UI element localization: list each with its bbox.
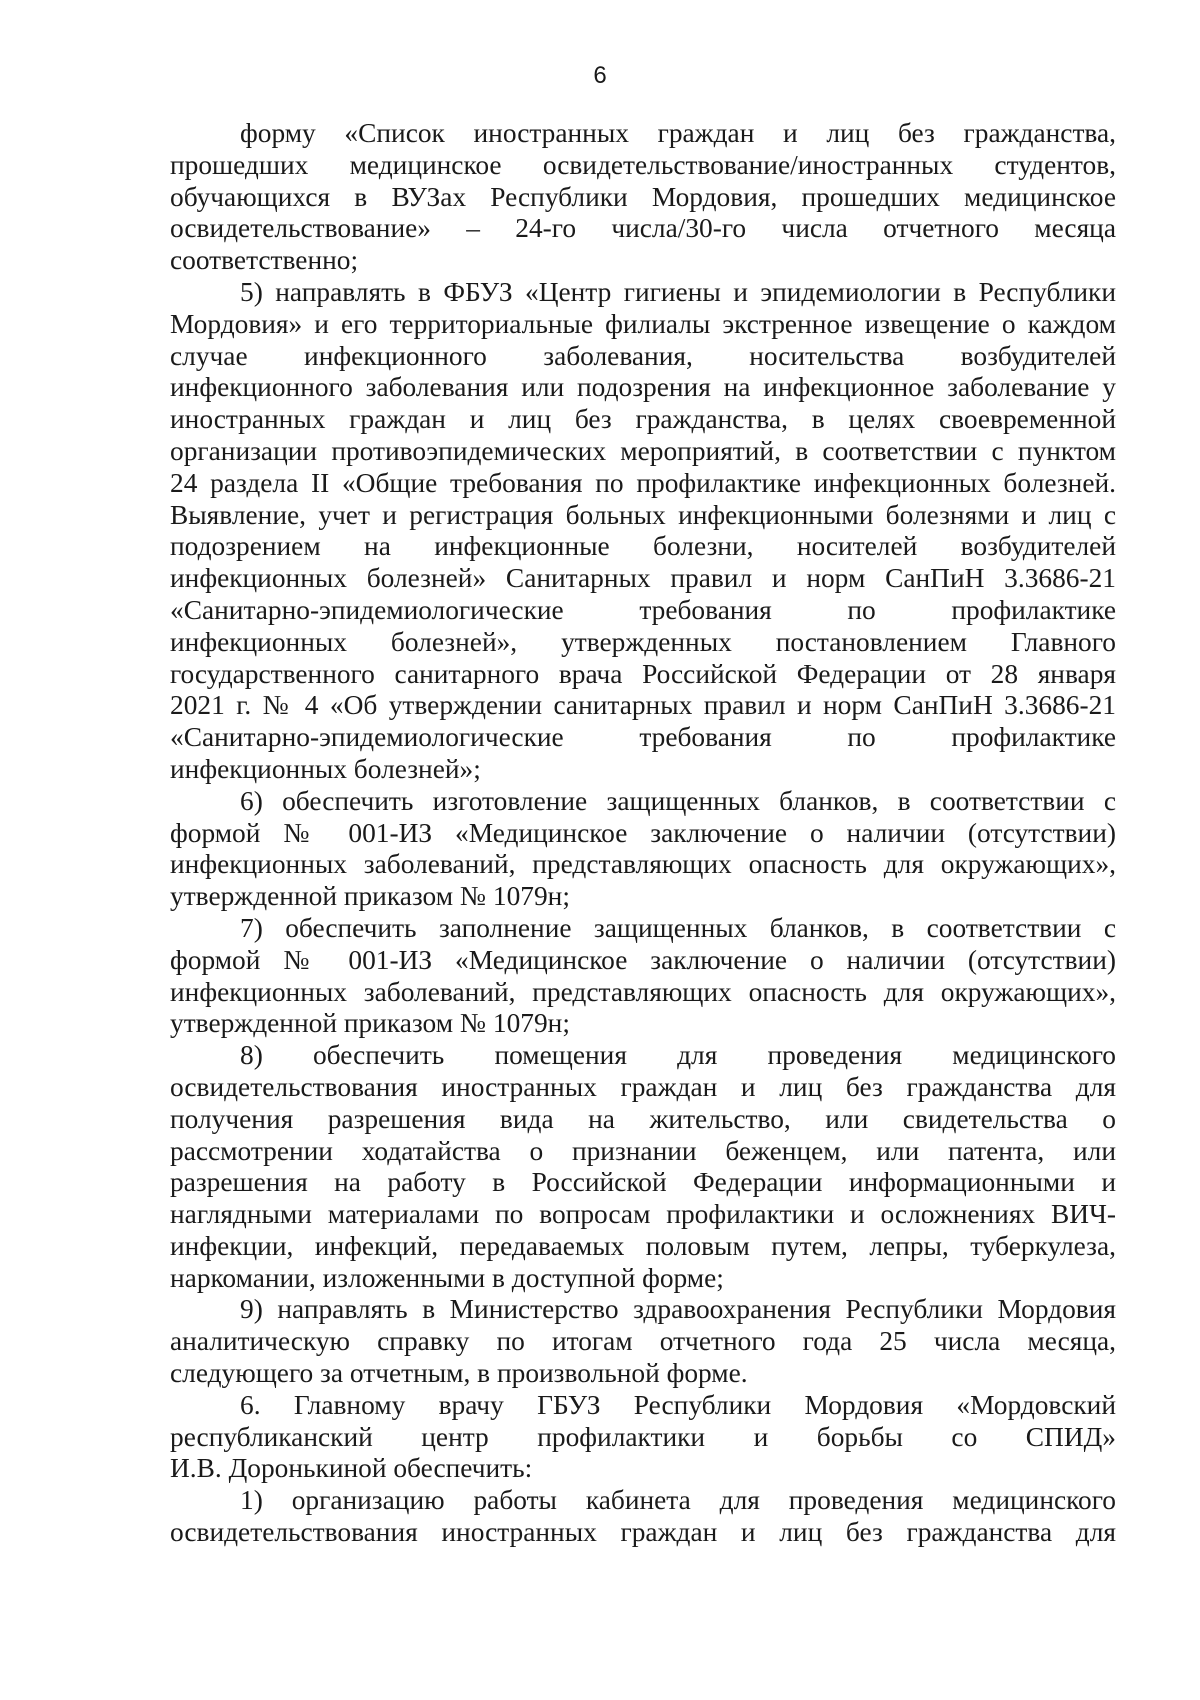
page-number: 6: [593, 62, 607, 89]
text-line: «Санитарно-эпидемиологические требования по профилактике: [170, 722, 1116, 753]
paragraph-item-6: [170, 786, 1116, 913]
text-line: аналитическую справку по итогам отчетного года 25 числа месяца,: [170, 1326, 1116, 1357]
text-line: 6. Главному врачу ГБУЗ Республики Мордовия «Мордовский: [240, 1389, 1116, 1420]
text-line: инфекционных болезней», утвержденных постановлением Главного: [170, 626, 1116, 657]
text-line: инфекционных болезней» Санитарных правил и норм СанПиН 3.3686-21: [170, 563, 1116, 594]
text-line: подозрением на инфекционные болезни, носителей возбудителей: [170, 531, 1116, 562]
text-line: 9) направлять в Министерство здравоохранения Республики Мордовия: [240, 1294, 1116, 1325]
text-line: наркомании, изложенными в доступной форме;: [170, 1262, 724, 1293]
text-line: инфекционных заболеваний, представляющих опасность для окружающих»,: [170, 849, 1116, 880]
text-line: рассмотрении ходатайства о признании беженцем, или патента, или: [170, 1135, 1116, 1166]
text-line: прошедших медицинское освидетельствование/иностранных студентов,: [170, 149, 1116, 180]
text-line: утвержденной приказом № 1079н;: [170, 1008, 570, 1039]
text-line: 2021 г. № 4 «Об утверждении санитарных правил и норм СанПиН 3.3686-21: [170, 690, 1116, 721]
paragraph-continued-form: [170, 118, 1116, 277]
text-line: утвержденной приказом № 1079н;: [170, 881, 570, 912]
text-line: 1) организацию работы кабинета для проведения медицинского: [240, 1485, 1116, 1516]
text-line: 5) направлять в ФБУЗ «Центр гигиены и эпидемиологии в Республики: [240, 276, 1116, 307]
text-line: случае инфекционного заболевания, носительства возбудителей: [170, 340, 1116, 371]
text-line: 6) обеспечить изготовление защищенных бланков, в соответствии с: [240, 785, 1116, 816]
paragraph-item-5: [170, 277, 1116, 786]
text-line: разрешения на работу в Российской Федерации информационными и: [170, 1167, 1116, 1198]
text-line: обучающихся в ВУЗах Республики Мордовия, прошедших медицинское: [170, 181, 1116, 212]
text-line: освидетельствование» – 24-го числа/30-го числа отчетного месяца: [170, 213, 1116, 244]
paragraph-item-7: [170, 913, 1116, 1040]
text-line: формой № 001-ИЗ «Медицинское заключение о наличии (отсутствии): [170, 817, 1116, 848]
text-line: И.В. Доронькиной обеспечить:: [170, 1453, 533, 1484]
document-body: [170, 118, 1116, 1549]
text-line: инфекционных заболеваний, представляющих опасность для окружающих»,: [170, 976, 1116, 1007]
text-line: следующего за отчетным, в произвольной форме.: [170, 1358, 748, 1389]
text-line: получения разрешения вида на жительство, или свидетельства о: [170, 1103, 1116, 1134]
text-line: инфекционного заболевания или подозрения на инфекционное заболевание у: [170, 372, 1116, 403]
text-line: соответственно;: [170, 245, 359, 276]
text-line: «Санитарно-эпидемиологические требования по профилактике: [170, 594, 1116, 625]
text-line: 8) обеспечить помещения для проведения медицинского: [240, 1040, 1116, 1071]
text-line: инфекции, инфекций, передаваемых половым путем, лепры, туберкулеза,: [170, 1230, 1116, 1261]
text-line: Выявление, учет и регистрация больных инфекционными болезнями и лиц с: [170, 499, 1116, 530]
paragraph-item-9: [170, 1294, 1116, 1389]
text-line: государственного санитарного врача Российской Федерации от 28 января: [170, 658, 1116, 689]
text-line: иностранных граждан и лиц без гражданства, в целях своевременной: [170, 404, 1116, 435]
text-line: формой № 001-ИЗ «Медицинское заключение о наличии (отсутствии): [170, 944, 1116, 975]
text-line: республиканский центр профилактики и борьбы со СПИД»: [170, 1421, 1116, 1452]
text-line: Мордовия» и его территориальные филиалы экстренное извещение о каждом: [170, 308, 1116, 339]
text-line: наглядными материалами по вопросам профилактики и осложнениях ВИЧ-: [170, 1199, 1116, 1230]
text-line: освидетельствования иностранных граждан и лиц без гражданства для: [170, 1517, 1116, 1548]
text-line: 7) обеспечить заполнение защищенных бланков, в соответствии с: [240, 912, 1116, 943]
text-line: форму «Список иностранных граждан и лиц без гражданства,: [240, 118, 1116, 148]
paragraph-section-6: [170, 1390, 1116, 1485]
text-line: организации противоэпидемических мероприятий, в соответствии с пунктом: [170, 435, 1116, 466]
text-line: освидетельствования иностранных граждан и лиц без гражданства для: [170, 1071, 1116, 1102]
paragraph-section-6-item-1: [170, 1485, 1116, 1549]
paragraph-item-8: [170, 1040, 1116, 1294]
text-line: 24 раздела II «Общие требования по профилактике инфекционных болезней.: [170, 467, 1116, 498]
text-line: инфекционных болезней»;: [170, 753, 481, 784]
